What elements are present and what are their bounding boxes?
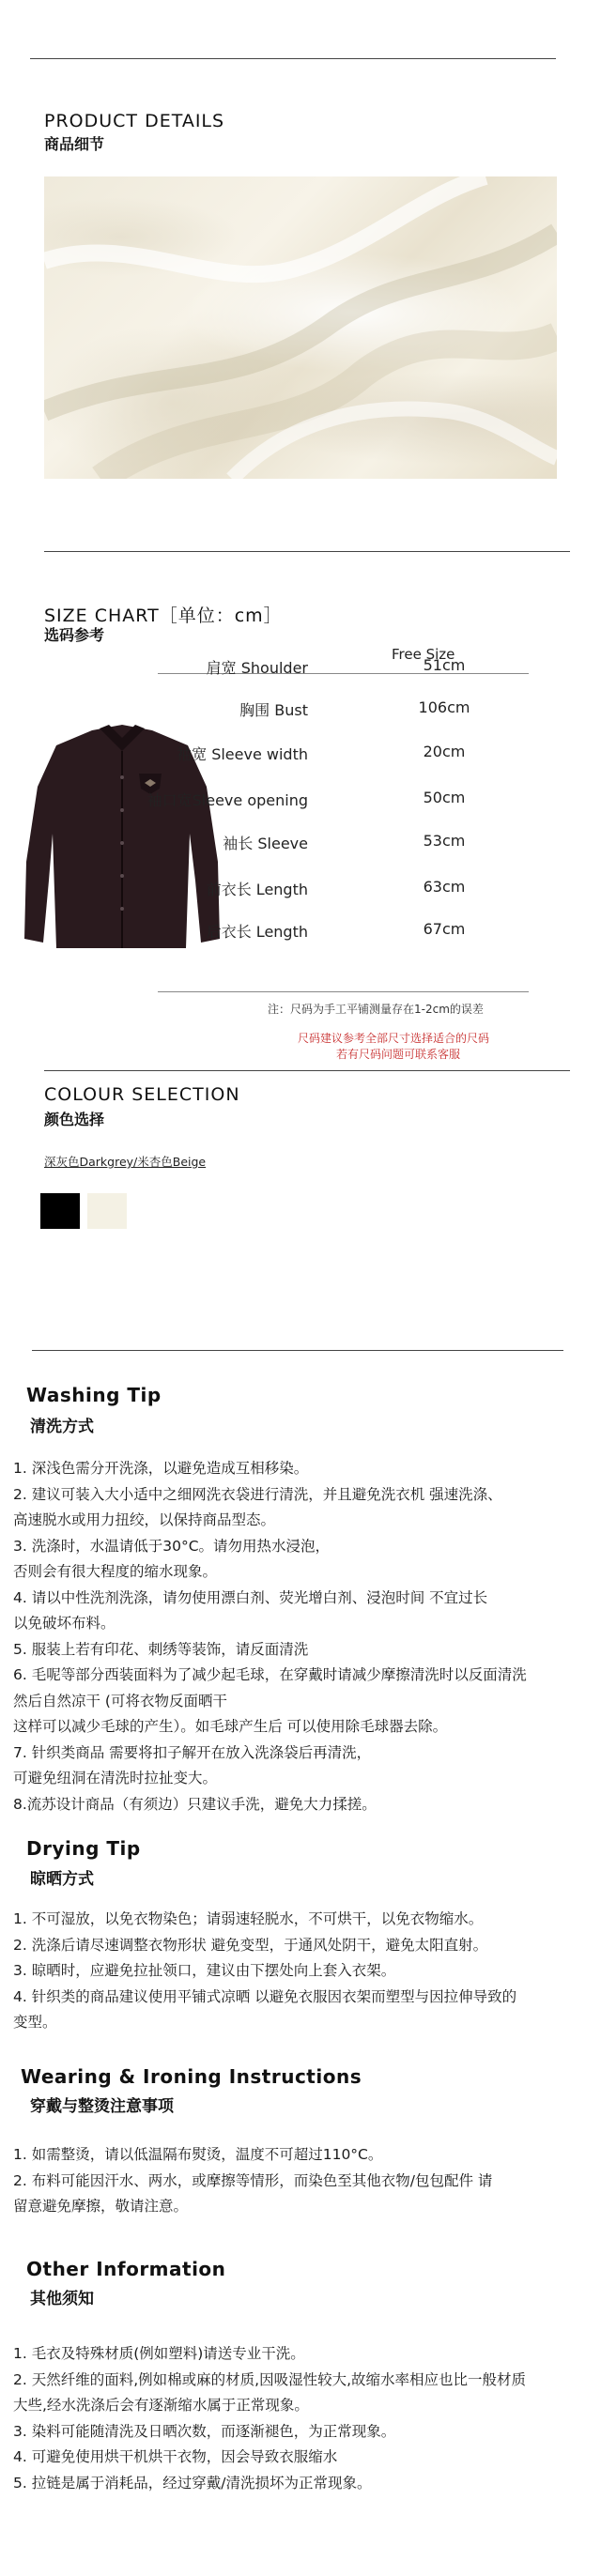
fabric-detail-image <box>44 176 557 479</box>
list-item: 2. 布料可能因汗水、两水，或摩擦等情形，而染色至其他衣物/包包配件 请 <box>13 2171 493 2189</box>
other-info-title: Other Information <box>26 2258 226 2280</box>
size-row-label: 袖宽 Sleeve width <box>177 745 308 763</box>
swatch-beige[interactable] <box>87 1193 127 1229</box>
swatch-darkgrey[interactable] <box>40 1193 80 1229</box>
size-row-label: 肩宽 Shoulder <box>206 659 308 677</box>
list-item: 大些,经水洗涤后会有逐渐缩水属于正常现象。 <box>13 2397 309 2414</box>
list-item: 7. 针织类商品 需要将扣子解开在放入洗涤袋后再清洗， <box>13 1743 372 1761</box>
size-row-label: 袖长 Sleeve <box>223 835 308 852</box>
size-row-sleeve-width <box>158 743 529 767</box>
size-chart-title: SIZE CHART［单位：cm］ <box>44 606 283 626</box>
size-row-front-length <box>158 878 529 902</box>
colour-options-label: 深灰色Darkgrey/米杏色Beige <box>44 1155 207 1169</box>
drying-tip-subtitle: 晾晒方式 <box>30 1870 94 1889</box>
size-row-shoulder <box>158 656 529 681</box>
list-item: 2. 建议可装入大小适中之细网洗衣袋进行清洗，并且避免洗衣机 强速洗涤、 <box>13 1485 502 1503</box>
size-column-header: Free Size <box>392 646 455 663</box>
size-row-back-length <box>158 920 529 944</box>
section-divider <box>44 1070 570 1071</box>
list-item: 可避免纽洞在清洗时拉扯变大。 <box>13 1770 218 1786</box>
list-item: 1. 不可湿放，以免衣物染色；请弱速轻脱水，不可烘干，以免衣物缩水。 <box>13 1910 484 1927</box>
list-item: 这样可以减少毛球的产生）。如毛球产生后 可以使用除毛球器去除。 <box>13 1718 448 1735</box>
size-row-sleeve-opening <box>146 789 529 813</box>
list-item: 8.流苏设计商品（有须边）只建议手洗，避免大力揉搓。 <box>13 1795 377 1813</box>
list-item: 4. 请以中性洗剂洗涤，请勿使用漂白剂、荧光增白剂、浸泡时间 不宜过长 <box>13 1588 488 1606</box>
size-row-value: 53cm <box>423 832 466 850</box>
list-item: 1. 如需整烫，请以低温隔布熨烫，温度不可超过110°C。 <box>13 2146 383 2163</box>
list-item: 高速脱水或用力扭绞，以保持商品型态。 <box>13 1511 276 1528</box>
section-divider <box>44 551 570 552</box>
drying-tip-list <box>13 1907 588 2036</box>
list-item: 5. 拉链是属于消耗品，经过穿戴/清洗损坏为正常现象。 <box>13 2474 372 2492</box>
list-item: 变型。 <box>13 2014 57 2031</box>
other-info-subtitle: 其他须知 <box>30 2290 94 2308</box>
list-item: 2. 洗涤后请尽速调整衣物形状 避免变型，于通风处阴干，避免太阳直射。 <box>13 1936 488 1954</box>
list-item: 3. 晾晒时，应避免拉扯领口，建议由下摆处向上套入衣架。 <box>13 1962 396 1979</box>
list-item: 1. 毛衣及特殊材质(例如塑料)请送专业干洗。 <box>13 2345 305 2362</box>
wearing-tip-title: Wearing & Ironing Instructions <box>21 2065 362 2088</box>
list-item: 留意避免摩擦，敬请注意。 <box>13 2198 189 2215</box>
list-item: 5. 服装上若有印花、刺绣等装饰，请反面清洗 <box>13 1640 309 1658</box>
size-row-value: 63cm <box>423 878 466 896</box>
list-item: 否则会有很大程度的缩水现象。 <box>13 1563 218 1580</box>
section-divider <box>32 1350 563 1351</box>
size-advice-1: 尺码建议参考全部尺寸选择适合的尺码 <box>298 1032 490 1045</box>
size-row-label: 前衣长 Length <box>206 881 308 898</box>
list-item: 2. 天然纤维的面料,例如棉或麻的材质,因吸湿性较大,故缩水率相应也比一般材质 <box>13 2370 526 2388</box>
size-row-label: 袖口宽Sleeve opening <box>146 791 308 809</box>
list-item: 然后自然凉干 (可将衣物反面晒干 <box>13 1692 227 1710</box>
size-chart-subtitle: 选码参考 <box>44 626 105 644</box>
washing-tip-title: Washing Tip <box>26 1384 162 1406</box>
list-item: 4. 可避免使用烘干机烘干衣物，因会导致衣服缩水 <box>13 2448 338 2465</box>
washing-tip-subtitle: 清洗方式 <box>30 1418 94 1436</box>
size-row-sleeve <box>158 832 529 856</box>
size-row-value: 50cm <box>423 789 466 806</box>
list-item: 3. 洗涤时，水温请低于30°C。请勿用热水浸泡， <box>13 1537 331 1555</box>
other-info-list <box>13 2341 588 2496</box>
colour-selection-subtitle: 颜色选择 <box>44 1111 105 1128</box>
top-divider <box>30 58 556 59</box>
product-details-title: PRODUCT DETAILS <box>44 111 225 131</box>
product-details-subtitle: 商品细节 <box>44 135 105 153</box>
size-row-value: 67cm <box>423 920 466 938</box>
size-footer-rule <box>158 991 529 992</box>
wearing-tip-list <box>13 2142 588 2220</box>
size-advice-2: 若有尺码问题可联系客服 <box>336 1048 461 1061</box>
list-item: 以免破坏布料。 <box>13 1615 116 1632</box>
size-row-label: 胸围 Bust <box>239 701 308 719</box>
list-item: 4. 针织类的商品建议使用平铺式凉晒 以避免衣服因衣架而塑型与因拉伸导致的 <box>13 1987 517 2005</box>
washing-tip-list <box>13 1456 588 1817</box>
list-item: 6. 毛呢等部分西装面料为了减少起毛球，在穿戴时请减少摩擦清洗时以反面清洗 <box>13 1666 527 1683</box>
wearing-tip-subtitle: 穿戴与整烫注意事项 <box>30 2097 174 2116</box>
list-item: 1. 深浅色需分开洗涤，以避免造成互相移染。 <box>13 1460 309 1477</box>
size-row-value: 51cm <box>423 656 466 674</box>
list-item: 3. 染料可能随清洗及日晒次数，而逐渐褪色，为正常现象。 <box>13 2422 396 2440</box>
colour-selection-title: COLOUR SELECTION <box>44 1084 240 1105</box>
size-row-bust <box>158 698 529 723</box>
size-row-label: 后衣长 Length <box>206 923 308 941</box>
size-note: 注：尺码为手工平铺测量存在1-2cm的误差 <box>268 1003 484 1016</box>
size-row-value: 106cm <box>418 698 470 716</box>
size-row-value: 20cm <box>423 743 466 760</box>
drying-tip-title: Drying Tip <box>26 1837 141 1860</box>
